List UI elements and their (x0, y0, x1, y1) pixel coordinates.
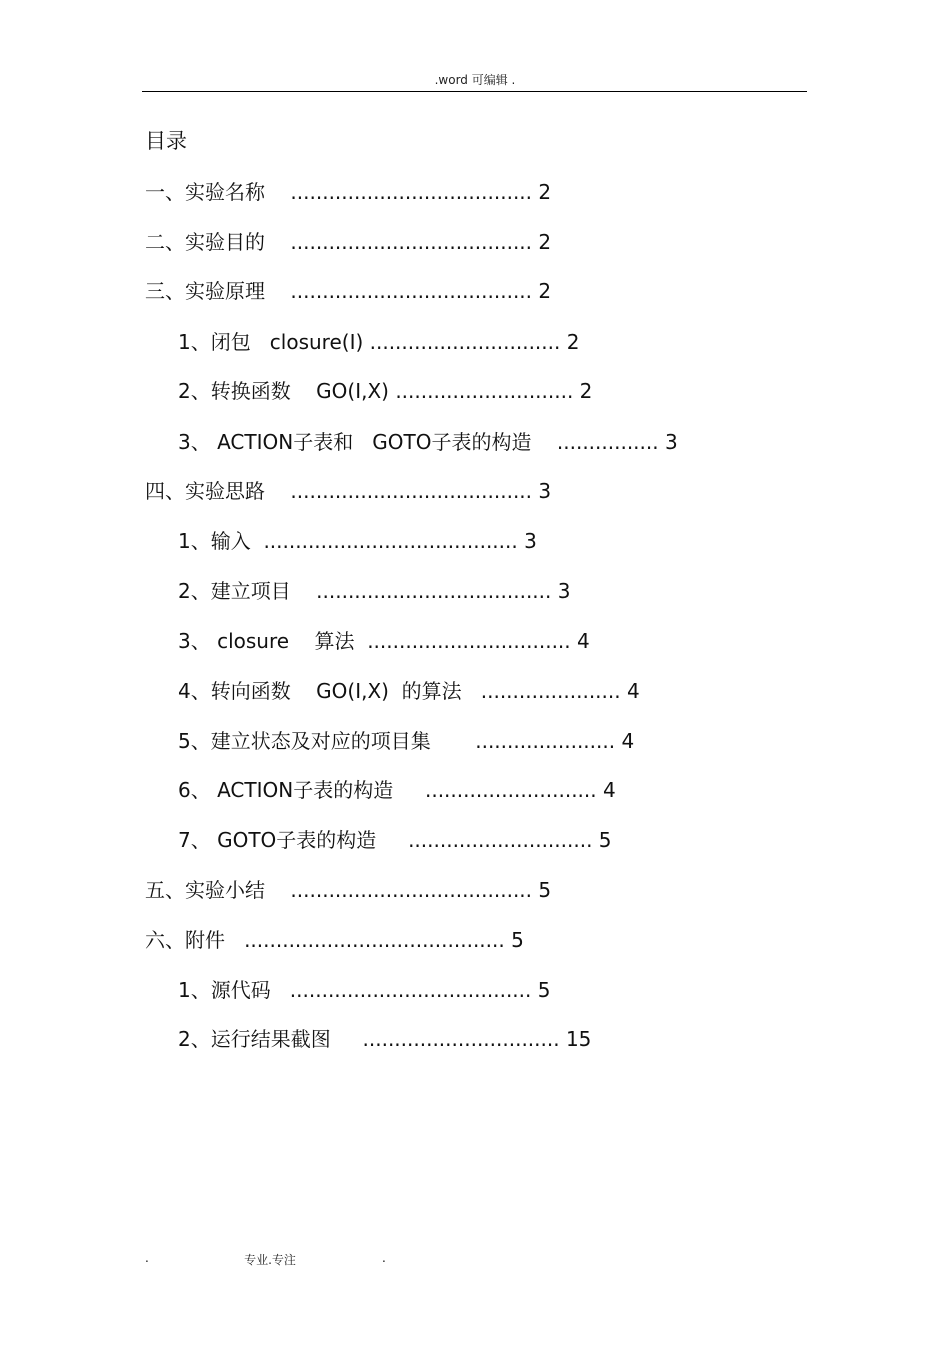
toc-subentry: 1、源代码 ...................................... 5 (178, 978, 551, 1002)
toc-subentry: 1、输入 ........................................ 3 (178, 529, 537, 553)
toc-subentry: 5、建立状态及对应的项目集 ...................... 4 (178, 729, 635, 753)
toc-entry: 一、实验名称 ...................................... 2 (145, 180, 552, 204)
page-footer: 专业.专注 (244, 1253, 296, 1267)
toc-entry: 三、实验原理 ...................................... 2 (145, 279, 552, 303)
toc-subentry: 7、 GOTO子表的构造 ............................. 5 (178, 828, 612, 852)
page-header: .word 可编辑 . (434, 73, 516, 87)
toc-subentry: 2、建立项目 ..................................... 3 (178, 579, 571, 603)
toc-subentry: 1、闭包 closure(I) .............................. 2 (178, 330, 580, 354)
footer-right-dot: . (382, 1251, 386, 1265)
toc-entry: 五、实验小结 ...................................... 5 (145, 878, 552, 902)
toc-entry: 六、附件 ......................................... 5 (145, 928, 524, 952)
header-divider (142, 91, 807, 92)
toc-entry: 四、实验思路 ...................................... 3 (145, 479, 552, 503)
toc-subentry: 3、 closure 算法 ................................ 4 (178, 629, 590, 653)
toc-subentry: 6、 ACTION子表的构造 ........................... 4 (178, 778, 616, 802)
footer-left-dot: . (145, 1251, 149, 1265)
toc-subentry: 2、运行结果截图 ............................... 15 (178, 1027, 592, 1051)
toc-subentry: 2、转换函数 GO(I,X) ............................ 2 (178, 379, 593, 403)
toc-subentry: 3、 ACTION子表和 GOTO子表的构造 ................ 3 (178, 430, 678, 454)
toc-subentry: 4、转向函数 GO(I,X) 的算法 ...................... 4 (178, 679, 640, 703)
toc-title: 目录 (145, 129, 187, 153)
toc-entry: 二、实验目的 ...................................... 2 (145, 230, 552, 254)
